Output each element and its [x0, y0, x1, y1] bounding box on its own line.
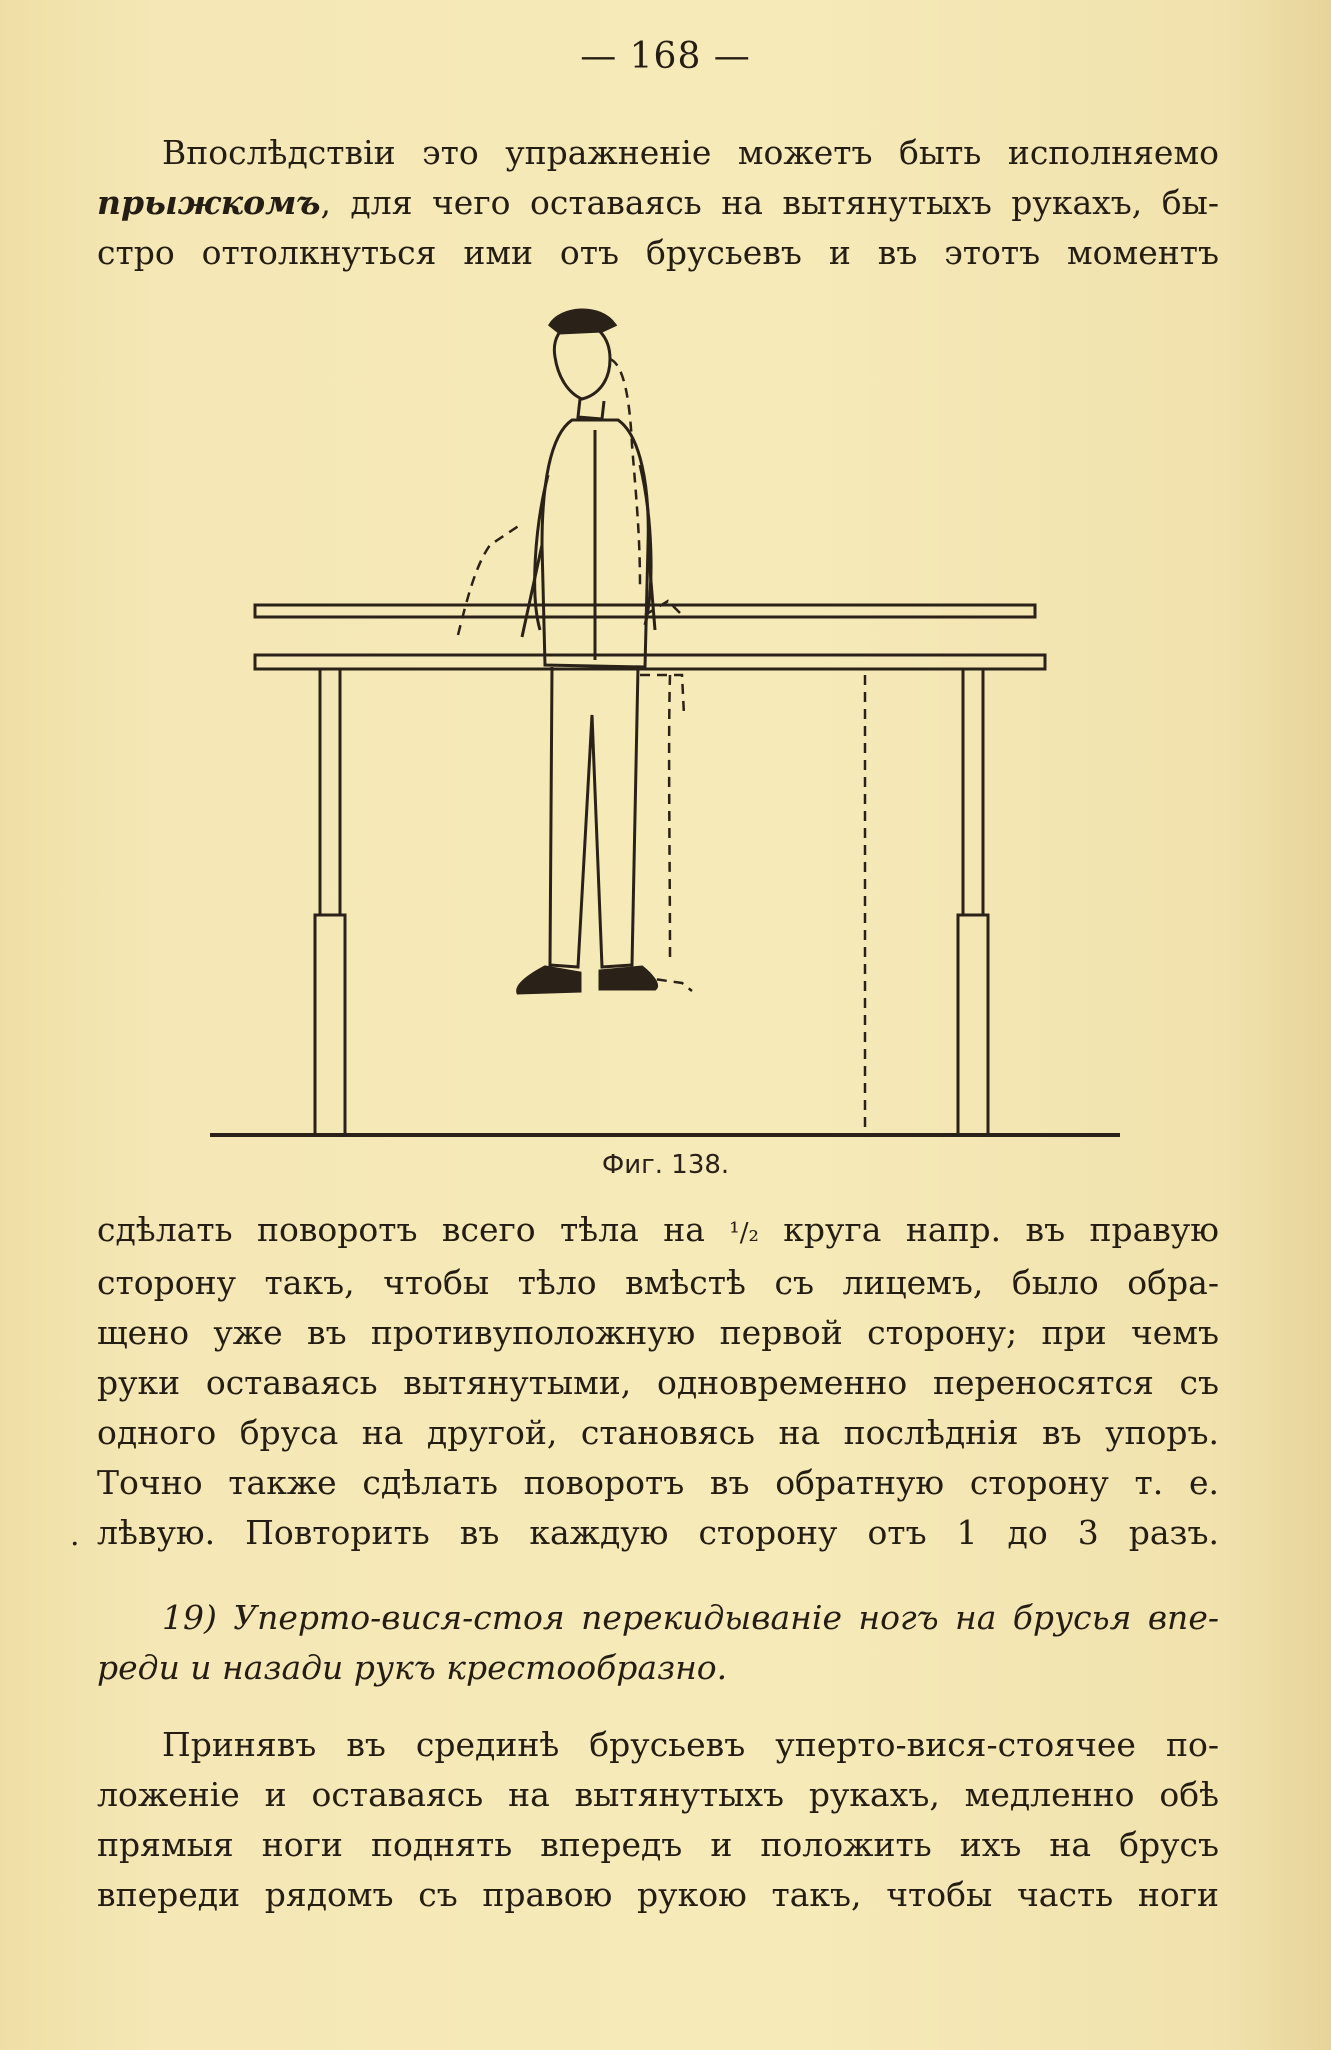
text-line	[97, 178, 1219, 228]
text-fragment: круга напр. въ правую	[758, 1210, 1219, 1249]
text-line: руки оставаясь вытянутыми, одновременно переносятся съ	[97, 1363, 1219, 1402]
heading-line	[97, 1593, 1219, 1643]
emphasis-word: прыжкомъ	[97, 183, 321, 222]
heading-line	[97, 1643, 1219, 1693]
text-fragment: , для чего оставаясь на вытянутыхъ рукахъ, бы-	[320, 183, 1219, 222]
text-fragment: сдѣлать поворотъ всего тѣла на	[97, 1210, 730, 1249]
section-heading-19	[97, 1593, 1219, 1693]
page-number: — 168 —	[580, 36, 751, 77]
heading-text: реди и назади рукъ крестообразно.	[97, 1648, 728, 1687]
figure-caption: Фиг. 138.	[601, 1150, 730, 1180]
text-line: Впослѣдствіи это упражненіе можетъ быть исполняемо	[162, 133, 1219, 172]
text-line: стро оттолкнуться ими отъ брусьевъ и въ этотъ моментъ	[97, 233, 1219, 272]
text-line: Точно также сдѣлать поворотъ въ обратную сторону т. е.	[97, 1463, 1219, 1502]
heading-text: 19) Уперто-вися-стоя перекидываніе ногъ на брусья впе-	[162, 1598, 1219, 1637]
text-line	[97, 1205, 1219, 1258]
margin-mark: .	[70, 1518, 80, 1553]
text-line: прямыя ноги поднять впередъ и положить ихъ на брусъ	[97, 1825, 1219, 1864]
text-line: лѣвую. Повторить въ каждую сторону отъ 1 до 3 разъ.	[97, 1513, 1219, 1552]
paragraph-turn	[97, 1205, 1219, 1558]
text-line: ложеніе и оставаясь на вытянутыхъ рукахъ, медленно обѣ	[97, 1775, 1219, 1814]
parallel-bars-illustration	[200, 295, 1130, 1145]
text-line: сторону такъ, чтобы тѣло вмѣстѣ съ лицемъ, было обра-	[97, 1263, 1219, 1302]
paragraph-exercise-19	[97, 1720, 1219, 1920]
text-line: щено уже въ противуположную первой сторону; при чемъ	[97, 1313, 1219, 1352]
text-line: одного бруса на другой, становясь на послѣднія въ упоръ.	[97, 1413, 1219, 1452]
paragraph-intro	[97, 128, 1219, 278]
fraction: ¹/₂	[729, 1218, 759, 1248]
text-line: впереди рядомъ съ правою рукою такъ, чтобы часть ноги	[97, 1875, 1219, 1914]
text-line: Принявъ въ срединѣ брусьевъ уперто-вися-стоячее по-	[162, 1725, 1219, 1764]
